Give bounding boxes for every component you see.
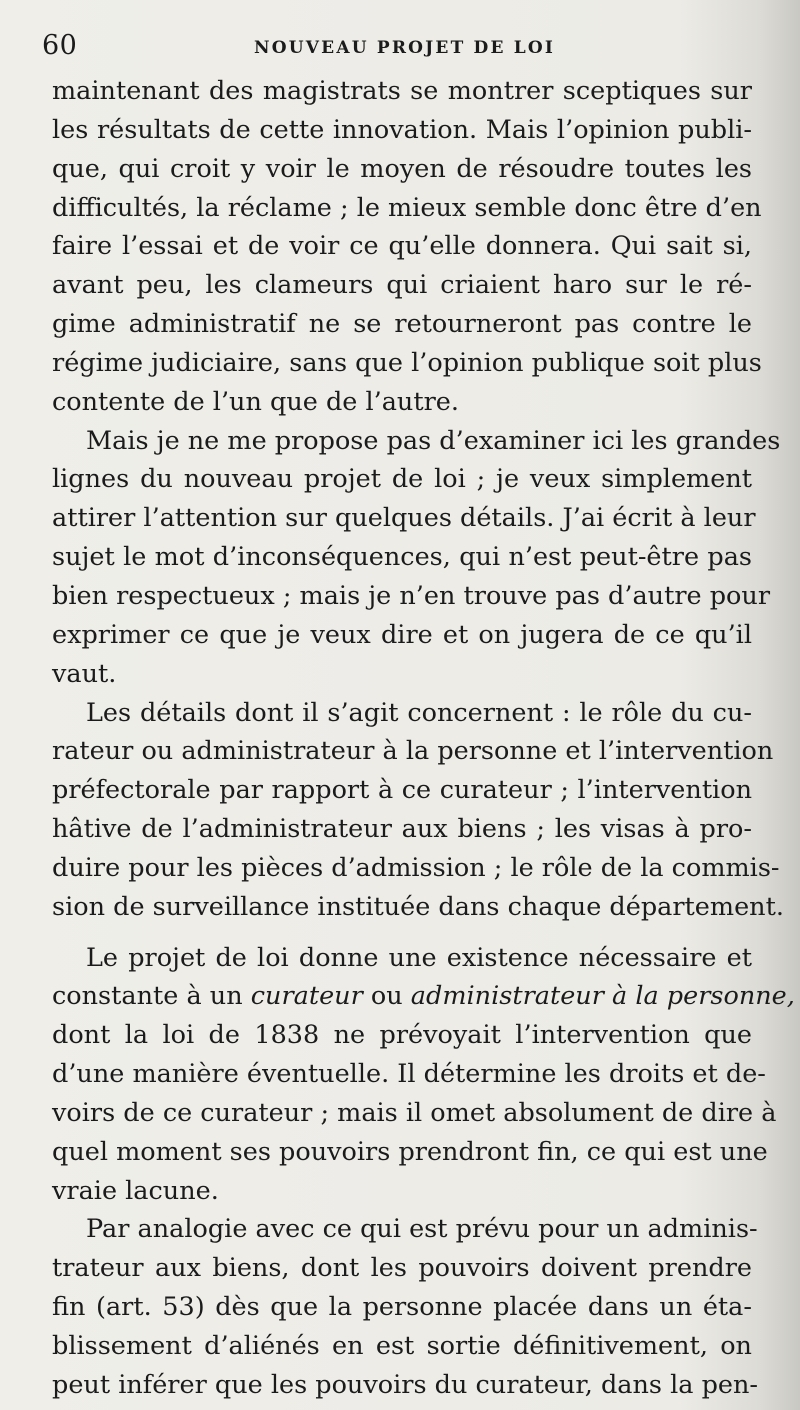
paragraph-4 (52, 939, 795, 1211)
running-head (42, 30, 752, 66)
text-line: que, qui croit y voir le moyen de résoudre toutes les (52, 153, 752, 184)
text-run: constante à un (52, 981, 251, 1012)
italic-term: administrateur à la personne, (410, 981, 795, 1012)
text-line: duire pour les pièces d’admission ; le rôle de la commis- (52, 852, 780, 883)
text-line: régime judiciaire, sans que l’opinion publique soit plus (52, 347, 762, 378)
text-line: gime administratif ne se retourneront pas contre le (52, 309, 752, 340)
text-line: préfectorale par rapport à ce curateur ; l’intervention (52, 775, 752, 806)
text-line: faire l’essai et de voir ce qu’elle donnera. Qui sait si, (52, 231, 752, 262)
text-line: sujet le mot d’inconséquences, qui n’est peut-être pas (52, 542, 752, 573)
text-line: fin (art. 53) dès que la personne placée dans un éta- (52, 1292, 752, 1323)
text-line: hâtive de l’administrateur aux biens ; les visas à pro- (52, 814, 752, 845)
text-line-mixed (52, 977, 795, 1016)
text-run: ou (362, 981, 411, 1012)
text-line: voirs de ce curateur ; mais il omet absolument de dire à (52, 1097, 777, 1128)
text-line: exprimer ce que je veux dire et on jugera de ce qu’il (52, 619, 752, 650)
text-line: Mais je ne me propose pas d’examiner ici les grandes (86, 425, 781, 456)
body-text (52, 72, 795, 1405)
text-line: Les détails dont il s’agit concernent : le rôle du cu- (86, 697, 752, 728)
text-line: sion de surveillance instituée dans chaque département. (52, 891, 784, 922)
text-line: attirer l’attention sur quelques détails. J’ai écrit à leur (52, 503, 756, 534)
text-line: quel moment ses pouvoirs prendront fin, ce qui est une (52, 1136, 768, 1167)
text-line: lignes du nouveau projet de loi ; je veux simplement (52, 464, 752, 495)
paragraph-5 (52, 1210, 759, 1404)
paragraph-1 (52, 72, 762, 422)
text-line: vaut. (52, 658, 117, 689)
italic-term: curateur (250, 981, 363, 1012)
paragraph-3 (52, 694, 784, 927)
text-line: Par analogie avec ce qui est prévu pour un adminis- (86, 1214, 758, 1245)
text-line: avant peu, les clameurs qui criaient haro sur le ré- (52, 270, 752, 301)
text-line: d’une manière éventuelle. Il détermine les droits et de- (52, 1059, 766, 1090)
page-number: 60 (42, 30, 78, 61)
paragraph-2 (52, 422, 781, 694)
text-line: rateur ou administrateur à la personne et l’intervention (52, 736, 774, 767)
text-line: difficultés, la réclame ; le mieux semble donc être d’en (52, 192, 762, 223)
text-line: trateur aux biens, dont les pouvoirs doivent prendre (52, 1253, 752, 1284)
text-line: Le projet de loi donne une existence nécessaire et (86, 942, 752, 973)
text-line: bien respectueux ; mais je n’en trouve pas d’autre pour (52, 580, 771, 611)
text-line: vraie lacune. (52, 1175, 219, 1206)
running-title: NOUVEAU PROJET DE LOI (254, 38, 556, 58)
paragraph-gap (52, 927, 752, 939)
text-line: contente de l’un que de l’autre. (52, 386, 459, 417)
text-line: les résultats de cette innovation. Mais l’opinion publi- (52, 114, 752, 145)
text-line: maintenant des magistrats se montrer sceptiques sur (52, 76, 752, 106)
text-line: dont la loi de 1838 ne prévoyait l’intervention que (52, 1020, 752, 1051)
text-line: blissement d’aliénés en est sortie définitivement, on (52, 1331, 752, 1361)
text-line: peut inférer que les pouvoirs du curateur, dans la pen- (52, 1369, 759, 1400)
